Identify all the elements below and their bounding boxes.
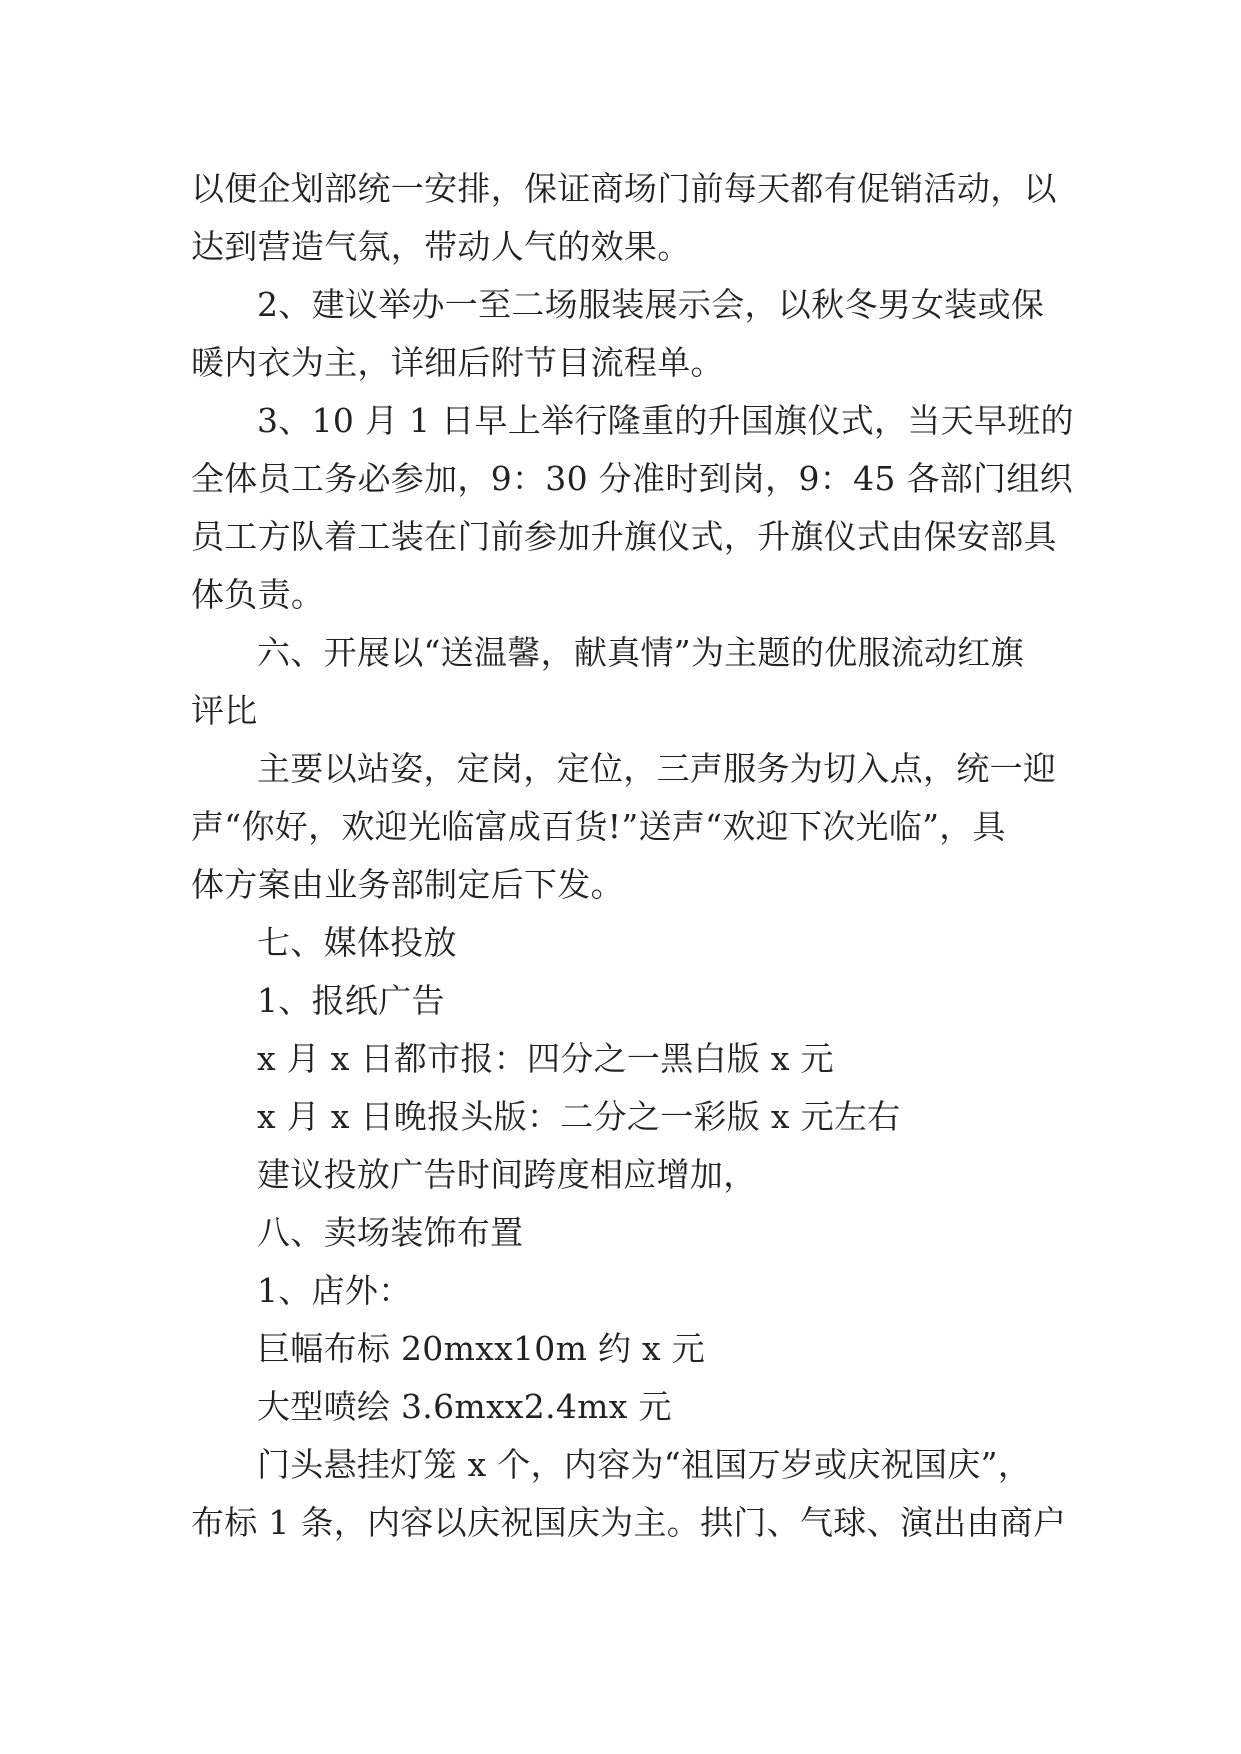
text-line-3: 2、建议举办一至二场服装展示会，以秋冬男女装或保 [257, 285, 1045, 324]
text-line-24: 布标 1 条，内容以庆祝国庆为主。拱门、气球、演出由商户 [191, 1503, 1067, 1542]
text-line-2: 达到营造气氛，带动人气的效果。 [191, 227, 691, 266]
text-line-6: 全体员工务必参加，9：30 分准时到岗，9：45 各部门组织 [191, 459, 1073, 498]
text-line-20: 1、店外： [257, 1271, 412, 1310]
text-line-7: 员工方队着工装在门前参加升旗仪式，升旗仪式由保安部具 [191, 517, 1057, 556]
text-line-23: 门头悬挂灯笼 x 个，内容为“祖国万岁或庆祝国庆”， [257, 1445, 1032, 1484]
text-line-18: 建议投放广告时间跨度相应增加， [257, 1155, 757, 1194]
text-line-4: 暖内衣为主，详细后附节目流程单。 [191, 343, 724, 382]
text-line-1: 以便企划部统一安排，保证商场门前每天都有促销活动，以 [191, 169, 1057, 208]
document-body [191, 160, 1074, 1552]
text-line-5: 3、10 月 1 日早上举行隆重的升国旗仪式，当天早班的 [257, 401, 1074, 440]
text-line-16: x 月 x 日都市报：四分之一黑白版 x 元 [257, 1039, 834, 1078]
section-heading-8: 八、卖场装饰布置 [257, 1213, 524, 1252]
text-line-11: 主要以站姿，定岗，定位，三声服务为切入点，统一迎 [257, 749, 1057, 788]
text-line-21: 巨幅布标 20mxx10m 约 x 元 [257, 1329, 706, 1368]
text-line-10: 评比 [191, 691, 258, 730]
section-heading-6: 六、开展以“送温馨，献真情”为主题的优服流动红旗 [257, 633, 1024, 672]
text-line-22: 大型喷绘 3.6mxx2.4mx 元 [257, 1387, 672, 1426]
section-heading-7: 七、媒体投放 [257, 923, 457, 962]
text-line-15: 1、报纸广告 [257, 981, 445, 1020]
text-line-12: 声“你好，欢迎光临富成百货!”送声“欢迎下次光临”，具 [191, 807, 1006, 846]
text-line-13: 体方案由业务部制定后下发。 [191, 865, 624, 904]
text-line-8: 体负责。 [191, 575, 325, 614]
text-line-17: x 月 x 日晚报头版：二分之一彩版 x 元左右 [257, 1097, 901, 1136]
